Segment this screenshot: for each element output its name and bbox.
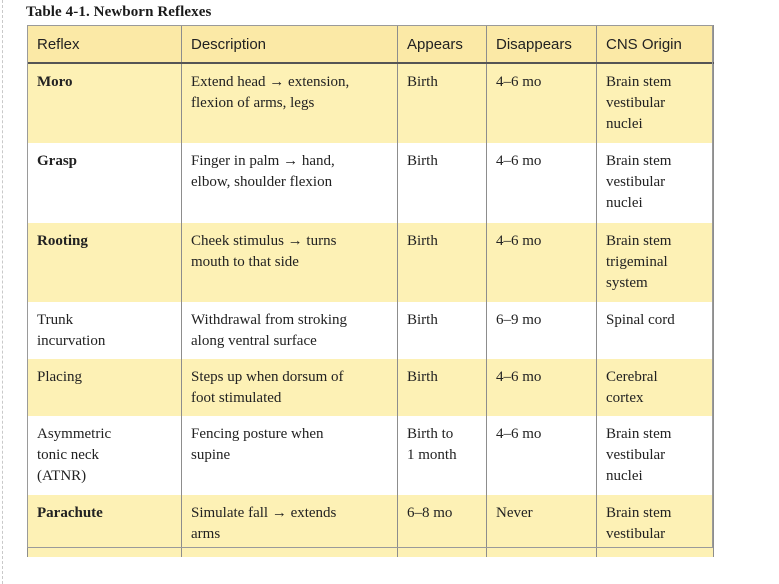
header-cns-origin: CNS Origin xyxy=(597,26,714,63)
appears-text: Birth to 1 month xyxy=(407,425,457,463)
origin-text: Brain stem vestibular nuclei xyxy=(606,152,672,211)
disappears-text: 4–6 mo xyxy=(496,425,542,442)
description-text: Simulate fall → extends arms xyxy=(191,504,337,542)
disappears-text: 4–6 mo xyxy=(496,368,542,385)
description-text: Fencing posture when supine xyxy=(191,425,324,463)
appears-text: Birth xyxy=(407,73,438,90)
reflex-text: Moro xyxy=(37,73,73,90)
origin-text: Brain stem vestibular xyxy=(606,504,672,542)
header-reflex: Reflex xyxy=(28,26,182,63)
disappears-text: 4–6 mo xyxy=(496,73,542,90)
origin-text: Spinal cord xyxy=(606,311,675,328)
appears-text: Birth xyxy=(407,368,438,385)
origin-text: Brain stem vestibular nuclei xyxy=(606,425,672,484)
header-appears: Appears xyxy=(398,26,487,63)
description-text: Steps up when dorsum of foot stimulated xyxy=(191,368,344,406)
origin-text: Brain stem trigeminal system xyxy=(606,232,672,291)
appears-text: Birth xyxy=(407,232,438,249)
header-disappears: Disappears xyxy=(487,26,597,63)
page-margin-rule xyxy=(2,0,3,584)
disappears-text: 4–6 mo xyxy=(496,152,542,169)
reflex-text: Parachute xyxy=(37,504,103,521)
reflex-text: Asymmetric tonic neck (ATNR) xyxy=(37,425,112,484)
origin-text: Cerebral cortex xyxy=(606,368,658,406)
disappears-text: 4–6 mo xyxy=(496,232,542,249)
reflex-text: Placing xyxy=(37,368,82,385)
appears-text: Birth xyxy=(407,152,438,169)
description-text: Withdrawal from stroking along ventral surface xyxy=(191,311,348,349)
description-text: Extend head → extension, flexion of arms, legs xyxy=(191,73,350,111)
reflex-text: Trunk incurvation xyxy=(37,311,106,349)
description-text: Cheek stimulus → turns mouth to that side xyxy=(191,232,337,270)
disappears-text: 6–9 mo xyxy=(496,311,542,328)
description-text: Finger in palm → hand, elbow, shoulder flexion xyxy=(191,152,335,190)
reflex-text: Rooting xyxy=(37,232,88,249)
appears-text: Birth xyxy=(407,311,438,328)
origin-text: Brain stem vestibular nuclei xyxy=(606,73,672,132)
table-caption: Table 4-1. Newborn Reflexes xyxy=(26,4,212,20)
disappears-text: Never xyxy=(496,504,533,521)
table-frame xyxy=(27,25,713,548)
header-description: Description xyxy=(182,26,398,63)
reflex-text: Grasp xyxy=(37,152,78,169)
appears-text: 6–8 mo xyxy=(407,504,453,521)
